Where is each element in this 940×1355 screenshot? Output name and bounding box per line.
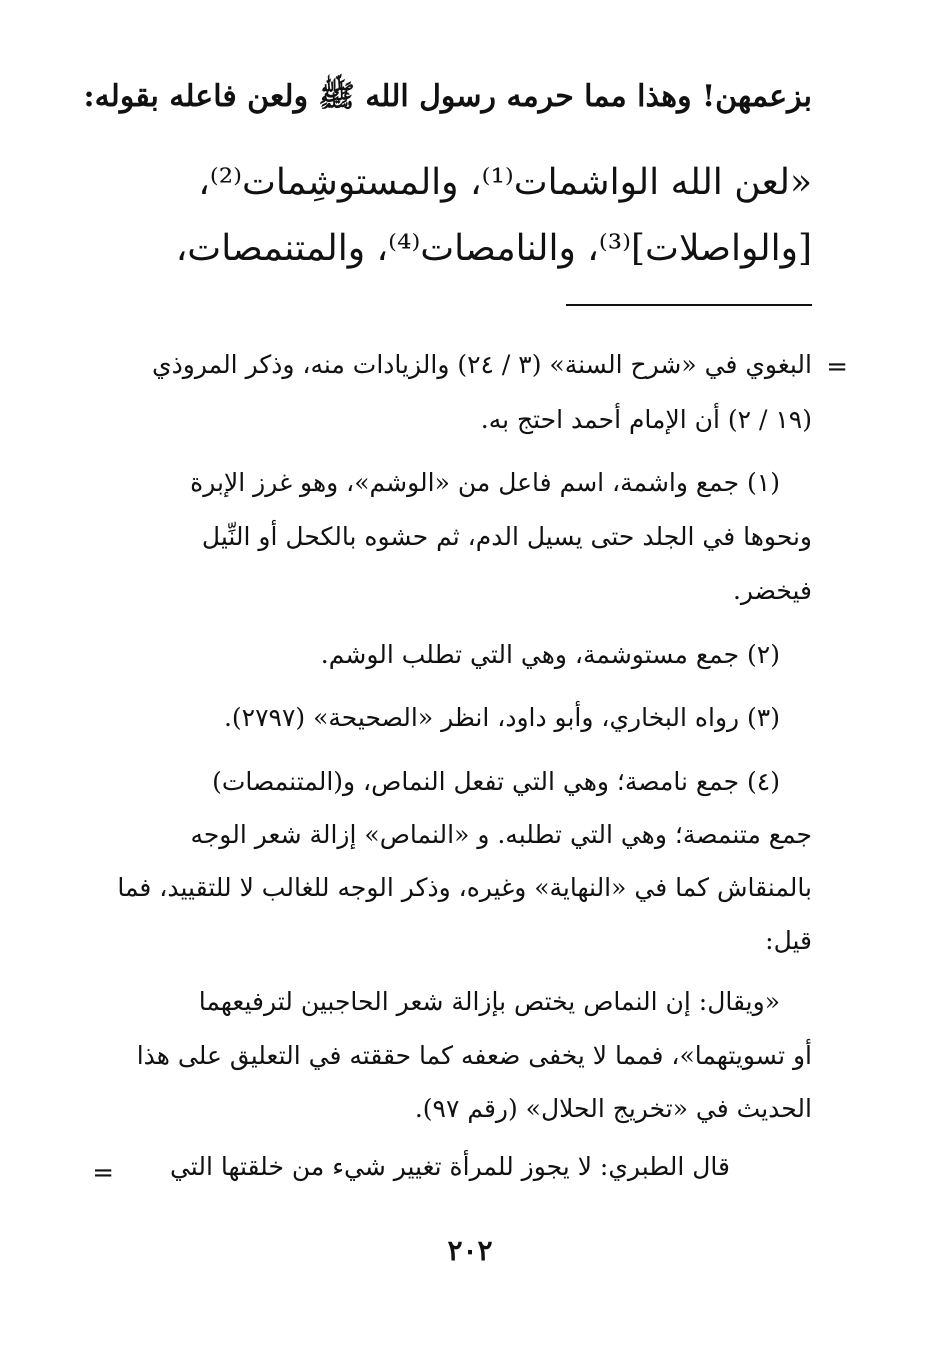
footnote-4-line-3: بالمنقاش كما في «النهاية» وغيره، وذكر الوجه للغالب لا للتقييد، فما xyxy=(117,873,812,902)
footnote-1-line-3: فيخضر. xyxy=(732,576,812,605)
continued-marker: = xyxy=(826,352,848,382)
hadith-line-2: [والواصلات]⁽³⁾، والنامصات⁽⁴⁾، والمتنمصات، xyxy=(175,228,812,269)
footnote-4-line-2: جمع متنمصة؛ وهي التي تطلبه. و «النماص» إزالة شعر الوجه xyxy=(190,820,812,849)
tabari-line: قال الطبري: لا يجوز للمرأة تغيير شيء من خلقتها التي xyxy=(169,1152,730,1181)
hadith-line-1: «لعن الله الواشمات⁽¹⁾، والمستوشِمات⁽²⁾، xyxy=(198,162,812,203)
continues-marker: = xyxy=(92,1158,114,1188)
quote-line-1: «ويقال: إن النماص يختص بإزالة شعر الحاجبين لترفيعهما xyxy=(198,987,780,1016)
footnote-continuation-line-2: (١٩ / ٢) أن الإمام أحمد احتج به. xyxy=(480,405,812,434)
footnote-1-line-1: (١) جمع واشمة، اسم فاعل من «الوشم»، وهو غرز الإبرة xyxy=(190,468,780,497)
quote-line-2: أو تسويتهما»، فمما لا يخفى ضعفه كما حققته في التعليق على هذا xyxy=(136,1041,812,1070)
page-number: ٢٠٢ xyxy=(447,1234,493,1267)
footnote-4-line-4: قيل: xyxy=(765,926,812,955)
footnote-3: (٣) رواه البخاري، وأبو داود، انظر «الصحيحة» (٢٧٩٧). xyxy=(223,703,780,732)
footnote-1-line-2: ونحوها في الجلد حتى يسيل الدم، ثم حشوه بالكحل أو النِّيل xyxy=(201,522,812,551)
footnote-2: (٢) جمع مستوشمة، وهي التي تطلب الوشم. xyxy=(320,640,780,669)
quote-line-3: الحديث في «تخريج الحلال» (رقم ٩٧). xyxy=(414,1094,812,1123)
intro-line: بزعمهن! وهذا مما حرمه رسول الله ﷺ ولعن فاعله بقوله: xyxy=(83,79,812,114)
footnote-continuation-line-1: البغوي في «شرح السنة» (٣ / ٢٤) والزيادات منه، وذكر المروذي xyxy=(152,350,812,379)
footnote-4-line-1: (٤) جمع نامصة؛ وهي التي تفعل النماص، و(المتنمصات) xyxy=(212,767,780,796)
footnote-separator xyxy=(566,304,812,306)
